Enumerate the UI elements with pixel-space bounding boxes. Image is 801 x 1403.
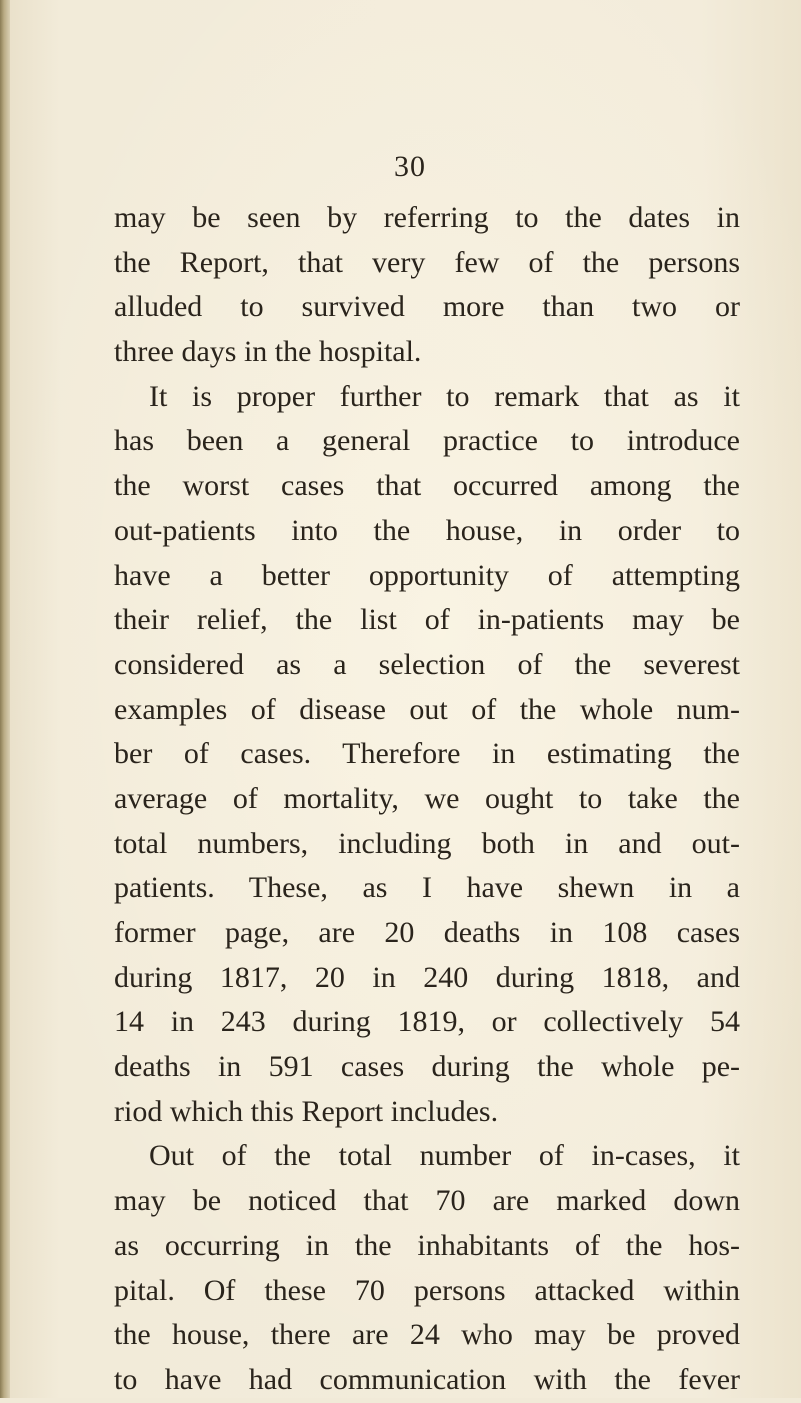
text-line: as occurring in the inhabitants of the hos- (114, 1228, 740, 1262)
text-line: the worst cases that occurred among the (114, 469, 740, 503)
text-line: have a better opportunity of attempting (114, 558, 740, 592)
text-line: pital. Of these 70 persons attacked within (114, 1273, 740, 1307)
text-line: during 1817, 20 in 240 during 1818, and (114, 960, 740, 994)
text-line: considered as a selection of the severest (114, 647, 740, 681)
text-line: patients. These, as I have shewn in a (114, 871, 740, 905)
text-line: may be noticed that 70 are marked down (114, 1184, 740, 1218)
text-line: has been a general practice to introduce (114, 424, 740, 458)
body-text (114, 196, 740, 1403)
text-line: to have had communication with the fever (114, 1362, 740, 1396)
paragraph-start-line: It is proper further to remark that as it (149, 379, 740, 413)
text-line: total numbers, including both in and out- (114, 826, 740, 860)
paragraph-start-line: Out of the total number of in-cases, it (149, 1139, 740, 1173)
page-gutter (0, 0, 10, 1398)
text-line: former page, are 20 deaths in 108 cases (114, 916, 740, 949)
text-line: riod which this Report includes. (114, 1094, 499, 1128)
text-line: the Report, that very few of the persons (114, 245, 740, 279)
page-number: 30 (394, 150, 426, 183)
text-line: deaths in 591 cases during the whole pe- (114, 1050, 740, 1084)
text-line: 14 in 243 during 1819, or collectively 54 (114, 1005, 740, 1039)
text-line: examples of disease out of the whole num- (114, 692, 740, 726)
text-line: ber of cases. Therefore in estimating the (114, 737, 740, 771)
text-line: may be seen by referring to the dates in (114, 201, 740, 234)
text-line: average of mortality, we ought to take the (114, 781, 740, 815)
text-line: out-patients into the house, in order to (114, 513, 740, 547)
text-line: three days in the hospital. (114, 335, 422, 369)
text-line: alluded to survived more than two or (114, 290, 740, 324)
text-line: their relief, the list of in-patients may be (114, 603, 740, 637)
text-line: the house, there are 24 who may be proved (114, 1318, 740, 1352)
